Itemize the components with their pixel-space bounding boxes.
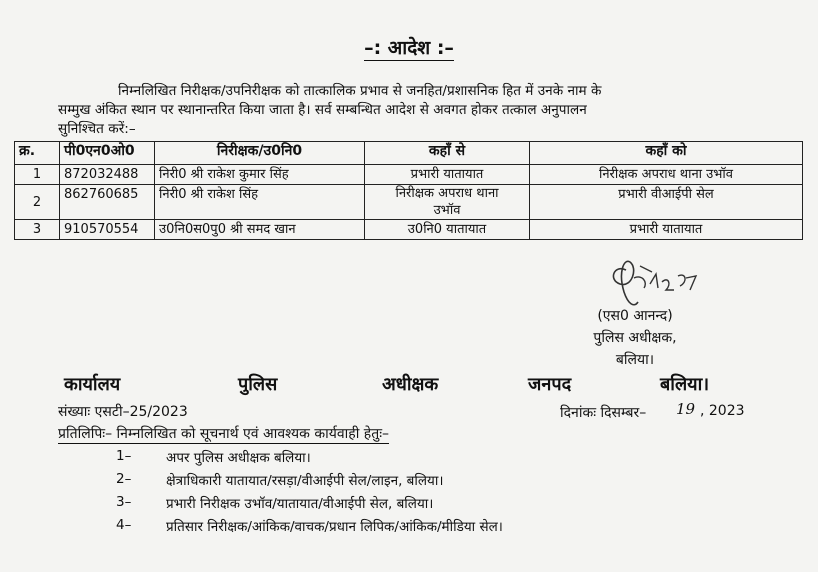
cell-officer: निरी0 श्री राकेश कुमार सिंह xyxy=(155,165,365,185)
table-row xyxy=(15,220,803,240)
copy-item-number: 1– xyxy=(116,448,132,464)
header-serial: क्र. xyxy=(15,142,60,165)
copy-item-text: अपर पुलिस अधीक्षक बलिया। xyxy=(166,450,311,466)
intro-line-1: निम्नलिखित निरीक्षक/उपनिरीक्षक को तात्कालिक प्रभाव से जनहित/प्रशासनिक हित में उनके नाम के xyxy=(118,83,602,99)
office-word-2: पुलिस xyxy=(238,374,278,395)
cell-to: निरीक्षक अपराध थाना उभॉव xyxy=(530,165,803,185)
header-pno: पी0एन0ओ0 xyxy=(60,142,155,165)
cell-pno: 862760685 xyxy=(60,185,155,220)
cell-to: प्रभारी वीआईपी सेल xyxy=(530,185,803,220)
handwritten-signature xyxy=(604,258,714,310)
order-title: –: आदेश :– xyxy=(364,37,454,59)
header-to: कहाँ को xyxy=(530,142,803,165)
table-row xyxy=(15,185,803,220)
cell-pno: 910570554 xyxy=(60,220,155,240)
transfer-table xyxy=(14,141,803,240)
cell-serial: 3 xyxy=(15,220,60,240)
cell-serial: 2 xyxy=(15,185,60,220)
copy-item-text: प्रभारी निरीक्षक उभॉव/यातायात/वीआईपी सेल, बलिया। xyxy=(166,496,434,512)
reference-number: संख्याः एसटी–25/2023 xyxy=(58,404,188,420)
copy-item-text: क्षेत्राधिकारी यातायात/रसड़ा/वीआईपी सेल/लाइन, बलिया। xyxy=(166,473,444,489)
signatory-name: (एस0 आनन्द) xyxy=(597,308,673,324)
cell-serial: 1 xyxy=(15,165,60,185)
date-label: दिनांकः दिसम्बर– xyxy=(560,405,647,421)
office-word-1: कार्यालय xyxy=(64,374,121,395)
cell-from: प्रभारी यातायात xyxy=(365,165,530,185)
header-from: कहाँ से xyxy=(365,142,530,165)
office-word-3: अधीक्षक xyxy=(382,374,439,395)
cell-to: प्रभारी यातायात xyxy=(530,220,803,240)
copy-item-text: प्रतिसार निरीक्षक/आंकिक/वाचक/प्रधान लिपिक/आंकिक/मीडिया सेल। xyxy=(166,519,503,535)
signatory-designation: पुलिस अधीक्षक, xyxy=(593,330,677,346)
table-header-row xyxy=(15,142,803,165)
copy-item-number: 3– xyxy=(116,494,132,510)
office-word-4: जनपद xyxy=(528,374,572,395)
intro-paragraph xyxy=(58,82,748,139)
signatory-place: बलिया। xyxy=(615,352,655,368)
cell-from: निरीक्षक अपराध थाना उभॉव xyxy=(365,185,530,220)
date-day: 19 xyxy=(676,400,696,418)
intro-line-3: सुनिश्चित करें:– xyxy=(58,121,136,137)
header-officer: निरीक्षक/उ0नि0 xyxy=(155,142,365,165)
cell-from: उ0नि0 यातायात xyxy=(365,220,530,240)
copy-item-number: 2– xyxy=(116,471,132,487)
cell-officer: उ0नि0स0पु0 श्री समद खान xyxy=(155,220,365,240)
cell-pno: 872032488 xyxy=(60,165,155,185)
office-word-5: बलिया। xyxy=(660,374,710,395)
copy-to-label: प्रतिलिपिः– निम्नलिखित को सूचनार्थ एवं आवश्यक कार्यवाही हेतुः– xyxy=(58,426,390,442)
date-year: , 2023 xyxy=(700,403,745,419)
copy-item-number: 4– xyxy=(116,517,132,533)
cell-officer: निरी0 श्री राकेश सिंह xyxy=(155,185,365,220)
table-row xyxy=(15,165,803,185)
intro-line-2: सम्मुख अंकित स्थान पर स्थानान्तरित किया जाता है। सर्व सम्बन्धित आदेश से अवगत होकर तत्काल अनुपालन xyxy=(58,102,587,118)
